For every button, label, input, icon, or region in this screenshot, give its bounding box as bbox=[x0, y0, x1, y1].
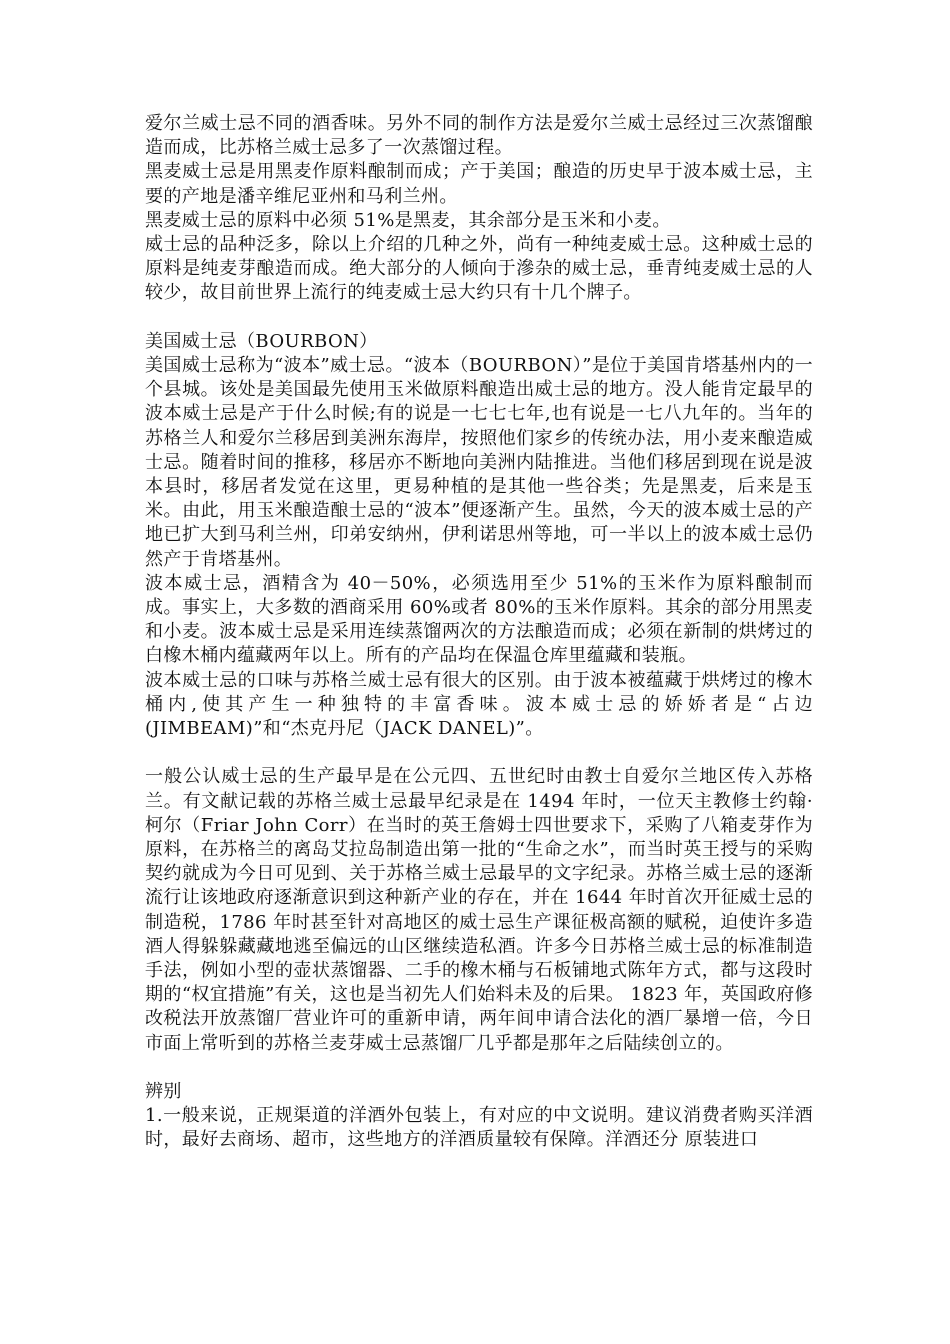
paragraph-rye-whisky: 黑麦威士忌是用黑麦作原料酿制而成；产于美国；酿造的历史早于波本威士忌，主要的产地是潘辛维尼亚州和马利兰州。 bbox=[145, 161, 813, 207]
paragraph-spacer bbox=[145, 1056, 813, 1080]
paragraph-bourbon-production: 波本威士忌，酒精含为 40－50%，必须选用至少 51%的玉米作为原料酿制而成。事实上，大多数的酒商采用 60%或者 80%的玉米作原料。其余的部分用黑麦和小麦。波本威士忌是采用连续蒸馏两次的方法酿造而成；必须在新制的烘烤过的白橡木桶内蕴藏两年以上。所有的产品均在保温仓库里蕴藏和装瓶。 bbox=[145, 572, 813, 667]
paragraph-identify-1: 1.一般来说，正规渠道的洋酒外包装上，有对应的中文说明。建议消费者购买洋酒时，最好去商场、超市，这些地方的洋酒质量较有保障。洋酒还分 原装进口 bbox=[145, 1105, 813, 1151]
paragraph-bourbon-taste: 波本威士忌的口味与苏格兰威士忌有很大的区别。由于波本被蕴藏于烘烤过的橡木桶内,使其产生一种独特的丰富香味。波本威士忌的娇娇者是“占边(JIMBEAM)”和“杰克丹尼（JACK DANEL)”。 bbox=[145, 669, 813, 740]
paragraph-spacer bbox=[145, 306, 813, 330]
paragraph-malt-whisky: 威士忌的品种泛多，除以上介绍的几种之外，尚有一种纯麦威士忌。这种威士忌的原料是纯麦芽酿造而成。绝大部分的人倾向于滲杂的威士忌，垂青纯麦威士忌的人较少，故目前世界上流行的纯麦威士忌大约只有十几个牌子。 bbox=[145, 234, 813, 304]
section-heading-identify: 辨别 bbox=[145, 1081, 182, 1103]
paragraph-scotch-history: 一般公认威士忌的生产最早是在公元四、五世纪时由教士自爱尔兰地区传入苏格兰。有文献记载的苏格兰威士忌最早纪录是在 1494 年时，一位天主教修士约翰·柯尔（Friar John Corr）在当时的英王詹姆士四世要求下，采购了八箱麦芽作为原料，在苏格兰的离岛艾拉岛制造出第一批的“生命之水”，而当时英王授与的采购契约就成为今日可见到、关于苏格兰威士忌最早的文字纪录。苏格兰威士忌的逐渐流行让该地政府逐渐意识到这种新产业的存在，并在 1644 年时首次开征威士忌的制造税，1786 年时甚至针对高地区的威士忌生产课征极高额的赋税，迫使许多造酒人得躲躲藏藏地逃至偏远的山区继续造私酒。许多今日苏格兰威士忌的标准制造手法，例如小型的壶状蒸馏器、二手的橡木桶与石板铺地式陈年方式，都与这段时期的“权宜措施”有关，这也是当初先人们始料未及的后果。 1823 年，英国政府修改税法开放蒸馏厂营业许可的重新申请，两年间申请合法化的酒厂暴增一倍，今日市面上常听到的苏格兰麦芽威士忌蒸馏厂几乎都是那年之后陆续创立的。 bbox=[145, 766, 813, 1054]
section-heading-bourbon: 美国威士忌（BOURBON） bbox=[145, 330, 378, 352]
paragraph-spacer bbox=[145, 741, 813, 765]
document-body bbox=[145, 112, 813, 1153]
paragraph-rye-ingredients: 黑麦威士忌的原料中必须 51%是黑麦，其余部分是玉米和小麦。 bbox=[145, 209, 671, 231]
paragraph-bourbon-history: 美国威士忌称为“波本”威士忌。“波本（BOURBON）”是位于美国肯塔基州内的一个县城。该处是美国最先使用玉米做原料酿造出威士忌的地方。没人能肯定最早的波本威士忌是产于什么时候;有的说是一七七七年,也有说是一七八九年的。当年的苏格兰人和爱尔兰移居到美洲东海岸，按照他们家乡的传统办法，用小麦来酿造威士忌。随着时间的推移，移居亦不断地向美洲内陆推进。当他们移居到现在说是波本县时，移居者发觉在这里，更易种植的是其他一些谷类；先是黑麦，后来是玉米。由此，用玉米酿造酿士忌的“波本”便逐渐产生。虽然，今天的波本威士忌的产地已扩大到马利兰州，印弟安纳州，伊利诺思州等地，可一半以上的波本威士忌仍然产于肯塔基州。 bbox=[145, 355, 813, 570]
paragraph-irish-whisky: 爱尔兰威士忌不同的酒香味。另外不同的制作方法是爱尔兰威士忌经过三次蒸馏酿造而成，比苏格兰威士忌多了一次蒸馏过程。 bbox=[145, 113, 813, 159]
